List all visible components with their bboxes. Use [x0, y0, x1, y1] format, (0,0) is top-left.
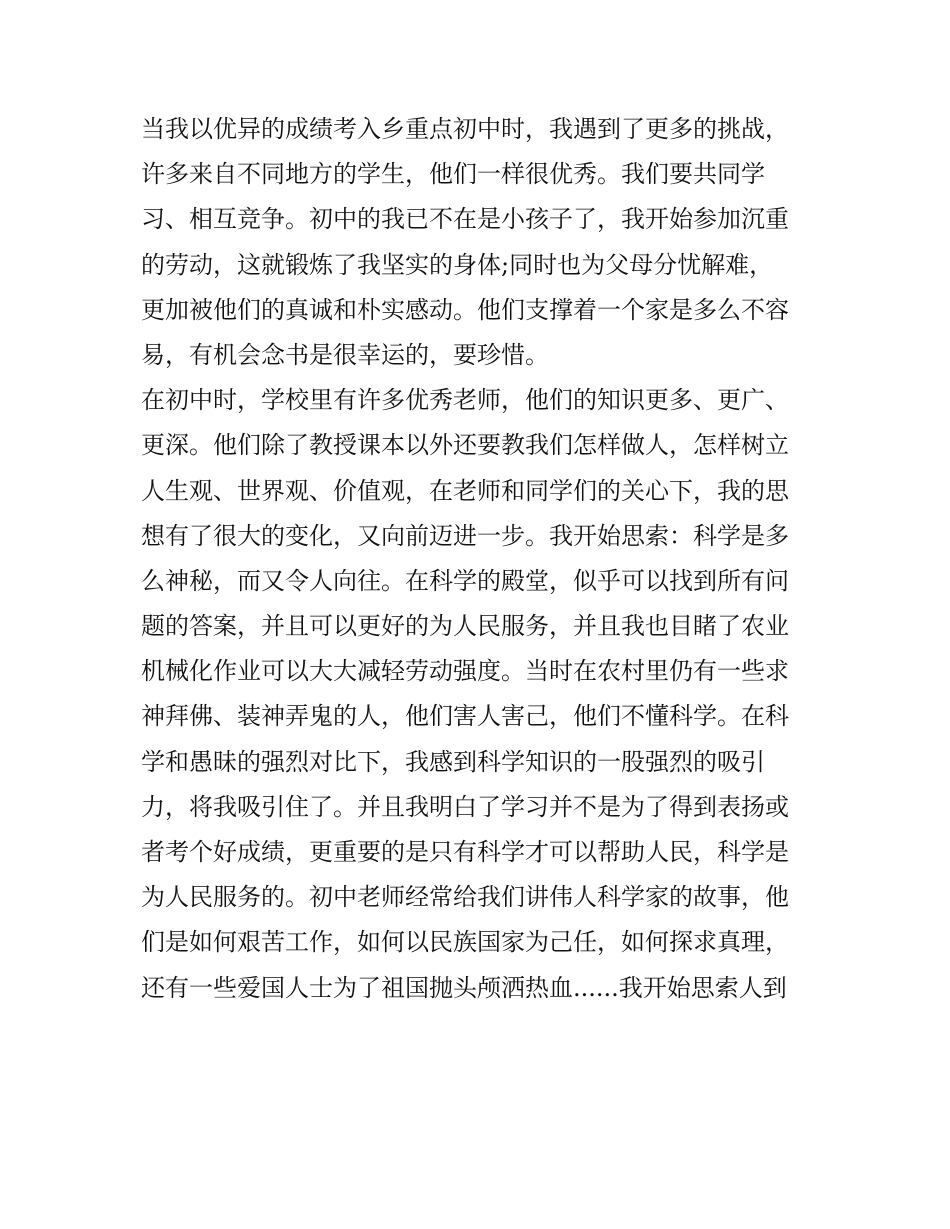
text-line: 习、相互竞争。初中的我已不在是小孩子了，我开始参加沉重 — [141, 205, 789, 234]
text-line: 力，将我吸引住了。并且我明白了学习并不是为了得到表扬或 — [141, 792, 789, 821]
text-line: 人生观、世界观、价值观，在老师和同学们的关心下，我的思 — [141, 476, 789, 505]
text-line: 想有了很大的变化，又向前迈进一步。我开始思索：科学是多 — [141, 521, 789, 550]
text-line: 为人民服务的。初中老师经常给我们讲伟人科学家的故事，他 — [141, 883, 789, 912]
text-line: 者考个好成绩，更重要的是只有科学才可以帮助人民，科学是 — [141, 838, 789, 866]
text-line: 题的答案，并且可以更好的为人民服务，并且我也目睹了农业 — [141, 612, 789, 641]
text-line: 更深。他们除了教授课本以外还要教我们怎样做人，怎样树立 — [141, 431, 789, 460]
text-line: 么神秘，而又令人向往。在科学的殿堂，似乎可以找到所有问 — [141, 566, 789, 595]
text-line: 学和愚昧的强烈对比下，我感到科学知识的一股强烈的吸引 — [141, 747, 765, 776]
text-line: 易，有机会念书是很幸运的，要珍惜。 — [141, 340, 549, 369]
text-line: 还有一些爱国人士为了祖国抛头颅洒热血......我开始思索人到 — [141, 973, 787, 1002]
text-line: 的劳动，这就锻炼了我坚实的身体;同时也为父母分忧解难， — [141, 250, 774, 279]
text-line: 更加被他们的真诚和朴实感动。他们支撑着一个家是多么不容 — [141, 295, 789, 324]
text-line: 机械化作业可以大大减轻劳动强度。当时在农村里仍有一些求 — [141, 657, 789, 686]
body-text — [141, 107, 821, 1011]
text-line: 在初中时，学校里有许多优秀老师，他们的知识更多、更广、 — [141, 386, 789, 415]
text-line: 们是如何艰苦工作，如何以民族国家为己任，如何探求真理， — [141, 928, 789, 957]
text-line: 许多来自不同地方的学生，他们一样很优秀。我们要共同学 — [141, 160, 765, 189]
text-line: 神拜佛、装神弄鬼的人，他们害人害己，他们不懂科学。在科 — [141, 702, 789, 731]
text-line: 当我以优异的成绩考入乡重点初中时，我遇到了更多的挑战， — [141, 115, 789, 143]
